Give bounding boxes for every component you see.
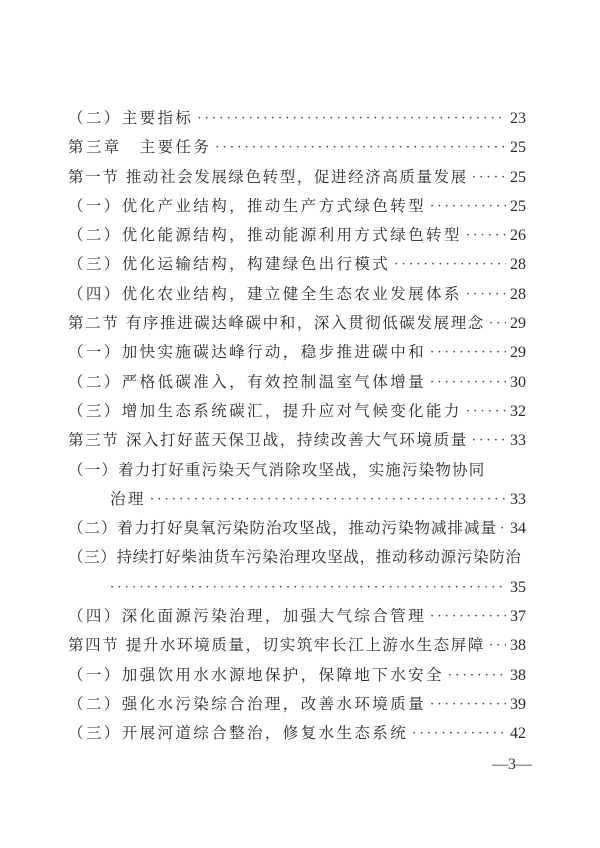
toc-entry-title: （二）强化水污染综合治理，改善水环境质量 [68, 694, 427, 713]
toc-entry-title: （二）优化能源结构，推动能源利用方式绿色转型 [68, 226, 462, 245]
toc-entry-continuation[interactable] [68, 485, 526, 514]
toc-entry[interactable] [68, 690, 526, 719]
toc-entry-page: 38 [510, 637, 526, 655]
toc-entry[interactable] [68, 514, 526, 543]
toc-entry[interactable] [68, 631, 526, 660]
toc-entry-page: 33 [510, 490, 526, 508]
toc-entry-title: 第四节 提升水环境质量，切实筑牢长江上游水生态屏障 [68, 636, 485, 655]
toc-entry-page: 33 [510, 432, 526, 450]
toc-entry[interactable] [68, 104, 526, 133]
toc-entry[interactable] [68, 661, 526, 690]
dot-leader [448, 661, 506, 690]
toc-entry-title: （二）着力打好臭氧污染防治攻坚战，推动污染物减排减量 [68, 519, 498, 538]
toc-entry-title: （三）优化运输结构，构建绿色出行模式 [68, 255, 391, 274]
dot-leader [489, 309, 506, 338]
toc-entry[interactable] [68, 192, 526, 221]
toc-entry-title: 第三节 深入打好蓝天保卫战，持续改善大气环境质量 [68, 431, 468, 450]
toc-entry-page: 37 [510, 608, 526, 626]
toc-entry-page: 42 [510, 725, 526, 743]
toc-entry-page: 39 [510, 695, 526, 713]
toc-entry[interactable] [68, 426, 526, 455]
toc-entry[interactable] [68, 368, 526, 397]
toc-entry[interactable] [68, 338, 526, 367]
toc-entry-title-cont: 治理 [110, 489, 146, 508]
dot-leader [430, 338, 506, 367]
toc-entry-page: 29 [510, 315, 526, 333]
toc-entry-title: （四）优化农业结构，建立健全生态农业发展体系 [68, 284, 462, 303]
toc-entry-page: 23 [510, 110, 526, 127]
toc-entry[interactable] [68, 221, 526, 250]
dot-leader [466, 397, 506, 426]
dot-leader [466, 280, 506, 309]
table-of-contents [68, 104, 526, 749]
toc-entry[interactable] [68, 456, 526, 485]
page-number: —3— [492, 756, 532, 773]
toc-entry[interactable] [68, 250, 526, 279]
toc-entry-title: （一）着力打好重污染天气消除攻坚战，实施污染物协同 [68, 460, 486, 479]
toc-entry-page: 35 [510, 578, 526, 596]
toc-entry[interactable] [68, 280, 526, 309]
toc-entry-title: （二）严格低碳准入，有效控制温室气体增量 [68, 372, 427, 391]
toc-entry-title: （二）主要指标 [68, 109, 194, 127]
toc-entry-title: （三）增加生态系统碳汇，提升应对气候变化能力 [68, 401, 462, 420]
toc-entry-page: 30 [510, 373, 526, 391]
toc-entry-page: 38 [510, 666, 526, 684]
dot-leader [430, 368, 506, 397]
toc-entry-page: 25 [510, 139, 526, 157]
dot-leader [394, 250, 506, 279]
toc-entry[interactable] [68, 163, 526, 192]
toc-entry-page: 32 [510, 402, 526, 420]
dot-leader [472, 426, 506, 455]
toc-entry-continuation[interactable] [68, 573, 526, 602]
toc-entry-page: 25 [510, 197, 526, 215]
toc-entry[interactable] [68, 543, 526, 572]
toc-entry-page: 34 [510, 520, 526, 538]
dot-leader [472, 163, 506, 192]
dot-leader [110, 573, 506, 602]
dot-leader [215, 133, 506, 162]
dot-leader [430, 690, 506, 719]
toc-entry-page: 26 [510, 227, 526, 245]
toc-entry[interactable] [68, 397, 526, 426]
toc-entry-title: 第二节 有序推进碳达峰碳中和，深入贯彻低碳发展理念 [68, 314, 485, 333]
toc-entry-title: （一）优化产业结构，推动生产方式绿色转型 [68, 196, 427, 215]
toc-entry[interactable] [68, 133, 526, 162]
toc-entry-title: （三）开展河道综合整治，修复水生态系统 [68, 724, 409, 743]
toc-entry[interactable] [68, 309, 526, 338]
toc-entry-title: （四）深化面源污染治理，加强大气综合管理 [68, 607, 427, 626]
toc-entry-title: 第三章 主要任务 [68, 138, 212, 157]
dot-leader [500, 514, 507, 543]
toc-entry-title: （三）持续打好柴油货车污染治理攻坚战，推动移动源污染防治 [68, 548, 522, 567]
toc-entry-page: 29 [510, 344, 526, 362]
toc-entry[interactable] [68, 719, 526, 748]
toc-entry-page: 28 [510, 285, 526, 303]
dot-leader [466, 221, 506, 250]
dot-leader [430, 192, 506, 221]
dot-leader [197, 104, 506, 133]
toc-entry-page: 28 [510, 256, 526, 274]
dot-leader [430, 602, 506, 631]
toc-entry[interactable] [68, 602, 526, 631]
dot-leader [412, 719, 506, 748]
dot-leader [489, 631, 506, 660]
toc-entry-title: （一）加快实施碳达峰行动，稳步推进碳中和 [68, 343, 427, 362]
dot-leader [150, 485, 506, 514]
toc-entry-title: 第一节 推动社会发展绿色转型，促进经济高质量发展 [68, 167, 468, 186]
toc-entry-title: （一）加强饮用水水源地保护，保障地下水安全 [68, 665, 444, 684]
toc-entry-page: 25 [510, 168, 526, 186]
